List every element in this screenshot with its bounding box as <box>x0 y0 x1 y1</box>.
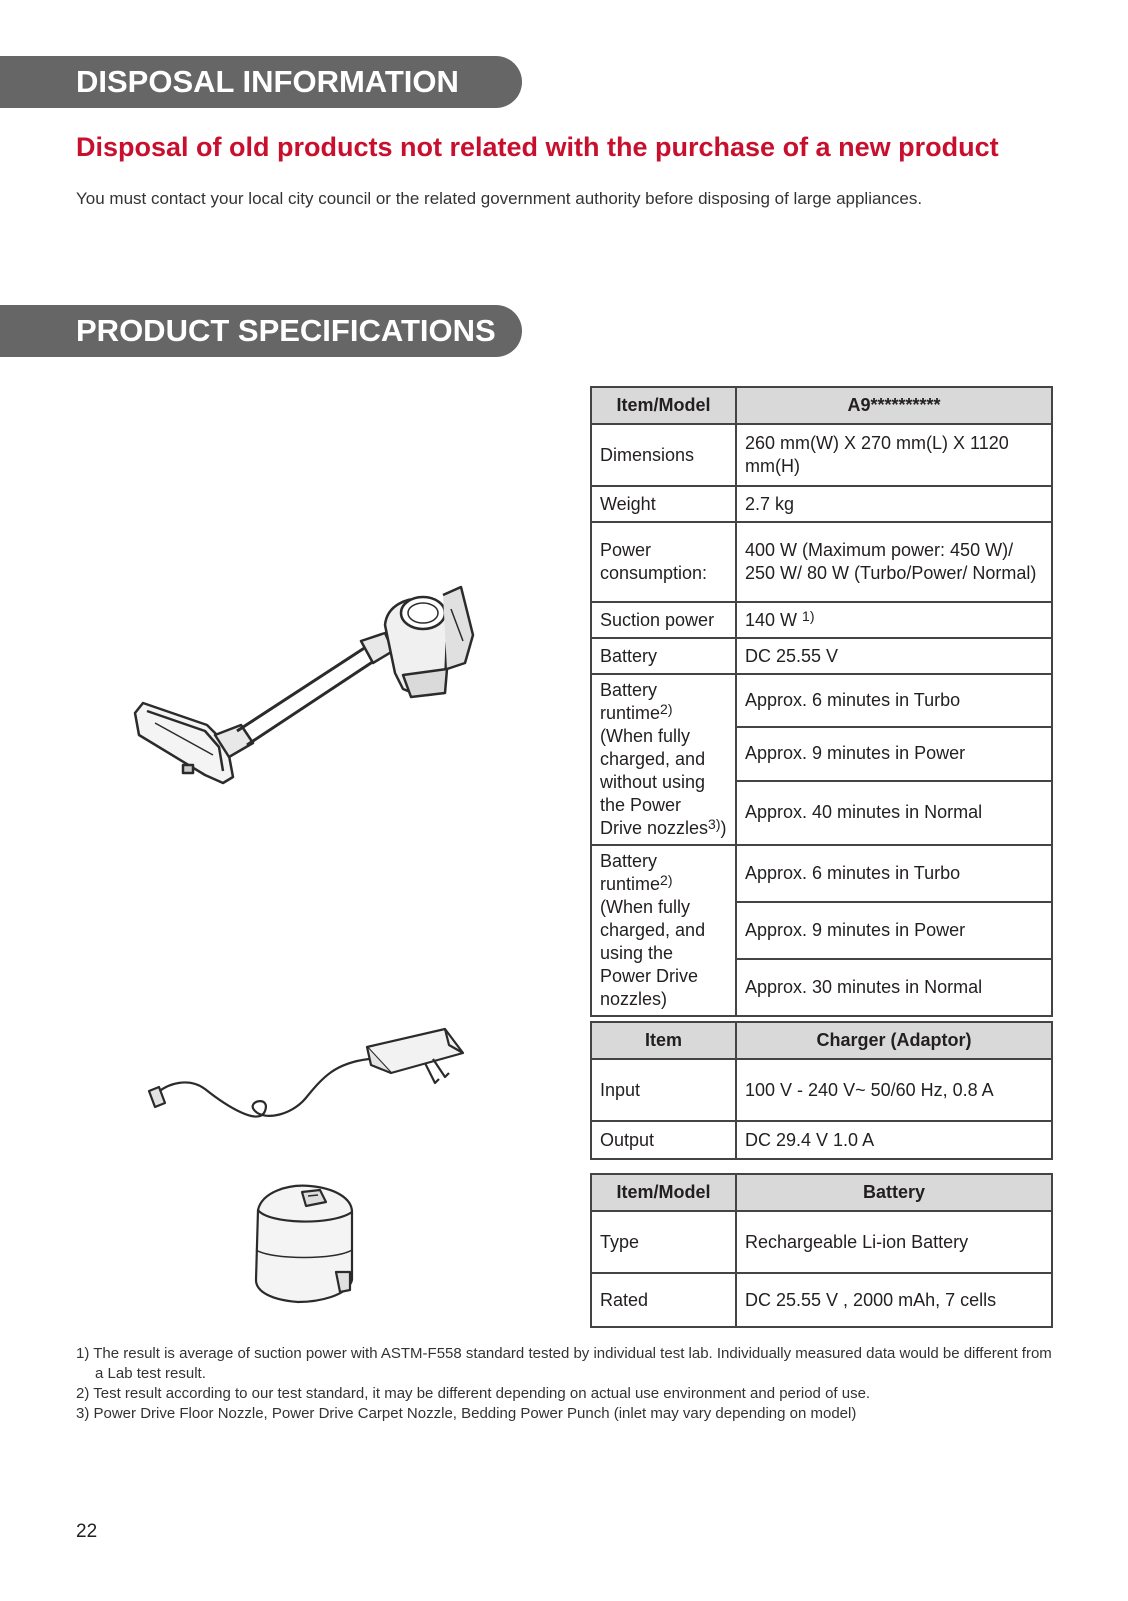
dimensions-label: Dimensions <box>591 424 736 486</box>
charger-adaptor-illustration <box>145 1015 475 1135</box>
header-model-code: A9********** <box>736 387 1052 424</box>
table-header-row <box>591 1174 1052 1211</box>
charger-header-item: Item <box>591 1022 736 1059</box>
power-label: Power consumption: <box>591 522 736 602</box>
runtime-with-normal: Approx. 30 minutes in Normal <box>736 959 1052 1016</box>
main-spec-table <box>590 386 1053 1017</box>
page-number: 22 <box>76 1521 98 1542</box>
charger-output-label: Output <box>591 1121 736 1159</box>
dimensions-value: 260 mm(W) X 270 mm(L) X 1120 mm(H) <box>736 424 1052 486</box>
table-row <box>591 1059 1052 1121</box>
suction-label: Suction power <box>591 602 736 638</box>
battery-illustration <box>248 1180 368 1310</box>
weight-value: 2.7 kg <box>736 486 1052 522</box>
vacuum-cleaner-illustration <box>125 585 495 805</box>
charger-input-value: 100 V - 240 V~ 50/60 Hz, 0.8 A <box>736 1059 1052 1121</box>
table-row <box>591 845 1052 902</box>
table-header-row <box>591 1022 1052 1059</box>
battery-spec-table <box>590 1173 1053 1328</box>
runtime-with-turbo: Approx. 6 minutes in Turbo <box>736 845 1052 902</box>
battery-rated-value: DC 25.55 V , 2000 mAh, 7 cells <box>736 1273 1052 1327</box>
runtime-with-power: Approx. 9 minutes in Power <box>736 902 1052 959</box>
table-row <box>591 522 1052 602</box>
battery-rated-label: Rated <box>591 1273 736 1327</box>
table-row <box>591 638 1052 674</box>
disposal-banner-title: DISPOSAL INFORMATION <box>76 64 459 99</box>
disposal-text: You must contact your local city council or the related government authority before disposing of large appliances. <box>76 189 923 208</box>
battery-label: Battery <box>591 638 736 674</box>
power-value: 400 W (Maximum power: 450 W)/ 250 W/ 80 W (Turbo/Power/ Normal) <box>736 522 1052 602</box>
table-row <box>591 674 1052 727</box>
table-row <box>591 602 1052 638</box>
disposal-subheading: Disposal of old products not related with the purchase of a new product <box>76 132 999 162</box>
runtime-without-note-a: 2) <box>660 701 673 717</box>
footnote-2: 2) Test result according to our test standard, it may be different depending on actual use environment and period of use. <box>76 1385 871 1402</box>
runtime-without-power: Approx. 9 minutes in Power <box>736 727 1052 780</box>
table-row <box>591 424 1052 486</box>
footnotes <box>76 1344 1056 1424</box>
charger-header-title: Charger (Adaptor) <box>736 1022 1052 1059</box>
battery-header-item: Item/Model <box>591 1174 736 1211</box>
suction-cell <box>736 602 1052 638</box>
runtime-with-label <box>591 845 736 1016</box>
runtime-without-label-b: (When fully charged, and without using the Power Drive nozzles <box>600 726 709 838</box>
specs-banner-title: PRODUCT SPECIFICATIONS <box>76 313 496 348</box>
specs-banner <box>0 305 522 357</box>
charger-spec-table <box>590 1021 1053 1160</box>
charger-output-value: DC 29.4 V 1.0 A <box>736 1121 1052 1159</box>
table-row <box>591 1121 1052 1159</box>
footnote-1: 1) The result is average of suction power with ASTM-F558 standard tested by individual test lab. Individually measured data would be different from a Lab test result. <box>76 1345 1052 1382</box>
runtime-without-turbo: Approx. 6 minutes in Turbo <box>736 674 1052 727</box>
battery-value: DC 25.55 V <box>736 638 1052 674</box>
table-header-row <box>591 387 1052 424</box>
runtime-without-label-c: ) <box>720 818 727 838</box>
runtime-without-normal: Approx. 40 minutes in Normal <box>736 781 1052 845</box>
runtime-without-note-b: 3) <box>708 816 721 832</box>
runtime-with-note-a: 2) <box>660 872 673 888</box>
table-row <box>591 1211 1052 1273</box>
runtime-with-label-b: (When fully charged, and using the Power Drive nozzles) <box>600 897 706 1009</box>
runtime-without-label-a: Battery runtime <box>600 680 661 723</box>
table-row <box>591 486 1052 522</box>
battery-header-title: Battery <box>736 1174 1052 1211</box>
header-item-model: Item/Model <box>591 387 736 424</box>
suction-note: 1) <box>802 607 815 624</box>
battery-type-label: Type <box>591 1211 736 1273</box>
runtime-with-label-a: Battery runtime <box>600 851 661 894</box>
suction-value: 140 W <box>745 609 798 630</box>
battery-type-value: Rechargeable Li-ion Battery <box>736 1211 1052 1273</box>
table-row <box>591 1273 1052 1327</box>
disposal-banner <box>0 56 522 108</box>
charger-input-label: Input <box>591 1059 736 1121</box>
runtime-without-label <box>591 674 736 845</box>
footnote-3: 3) Power Drive Floor Nozzle, Power Drive Carpet Nozzle, Bedding Power Punch (inlet may vary depending on model) <box>76 1405 857 1422</box>
weight-label: Weight <box>591 486 736 522</box>
